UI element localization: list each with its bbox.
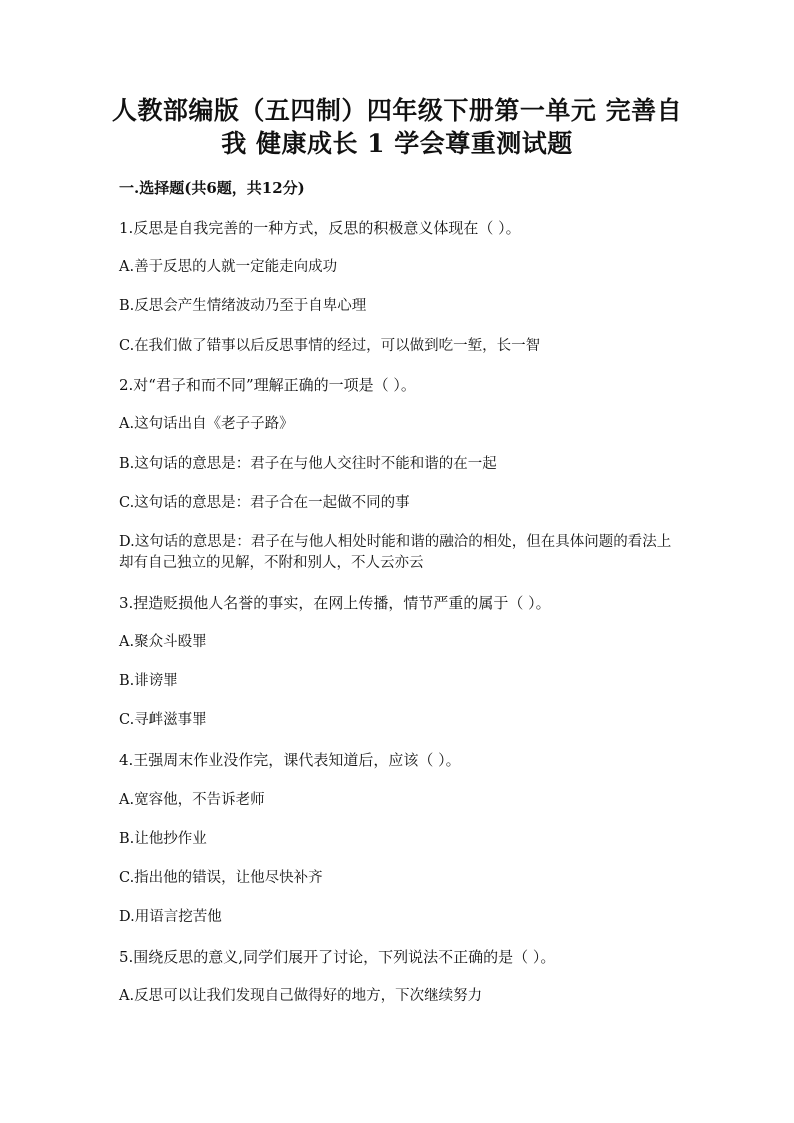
question-2-option-a: A.这句话出自《老子子路》 [119, 416, 294, 432]
title-line-1: 人教部编版（五四制）四年级下册第一单元 完善自 [111, 96, 683, 125]
question-1-option-a: A.善于反思的人就一定能走向成功 [119, 259, 338, 275]
question-4-option-b: B.让他抄作业 [119, 831, 207, 847]
question-3-option-a: A.聚众斗殴罪 [119, 634, 207, 650]
section-heading: 一.选择题(共6题，共12分) [119, 179, 305, 197]
document-title [100, 94, 694, 160]
question-1-stem: 1.反思是自我完善的一种方式，反思的积极意义体现在（ ）。 [119, 219, 521, 237]
question-2-option-b: B.这句话的意思是：君子在与他人交往时不能和谐的在一起 [119, 456, 497, 472]
question-4-option-d: D.用语言挖苦他 [119, 909, 222, 925]
question-2-option-d: D.这句话的意思是：君子在与他人相处时能和谐的融洽的相处，但在具体问题的看法上却有自己独立的见解，不附和别人，不人云亦云 [119, 534, 672, 571]
question-2-stem: 2.对“君子和而不同”理解正确的一项是（ ）。 [119, 376, 416, 394]
question-2-option-c: C.这句话的意思是：君子合在一起做不同的事 [119, 495, 410, 511]
question-5-stem: 5.围绕反思的意义,同学们展开了讨论，下列说法不正确的是（ ）。 [119, 948, 556, 966]
question-3-option-b: B.诽谤罪 [119, 673, 178, 689]
question-4-option-a: A.宽容他，不告诉老师 [119, 792, 265, 808]
title-line-2: 我 健康成长 1 学会尊重测试题 [221, 129, 573, 158]
question-1-option-b: B.反思会产生情绪波动乃至于自卑心理 [119, 298, 367, 314]
question-3-option-c: C.寻衅滋事罪 [119, 712, 207, 728]
question-4-option-c: C.指出他的错误，让他尽快补齐 [119, 870, 323, 886]
question-3-stem: 3.捏造贬损他人名誉的事实，在网上传播，情节严重的属于（ ）。 [119, 594, 551, 612]
question-1-option-c: C.在我们做了错事以后反思事情的经过，可以做到吃一堑，长一智 [119, 338, 541, 354]
question-4-stem: 4.王强周末作业没作完，课代表知道后，应该（ ）。 [119, 751, 461, 769]
question-5-option-a: A.反思可以让我们发现自己做得好的地方，下次继续努力 [119, 988, 483, 1004]
